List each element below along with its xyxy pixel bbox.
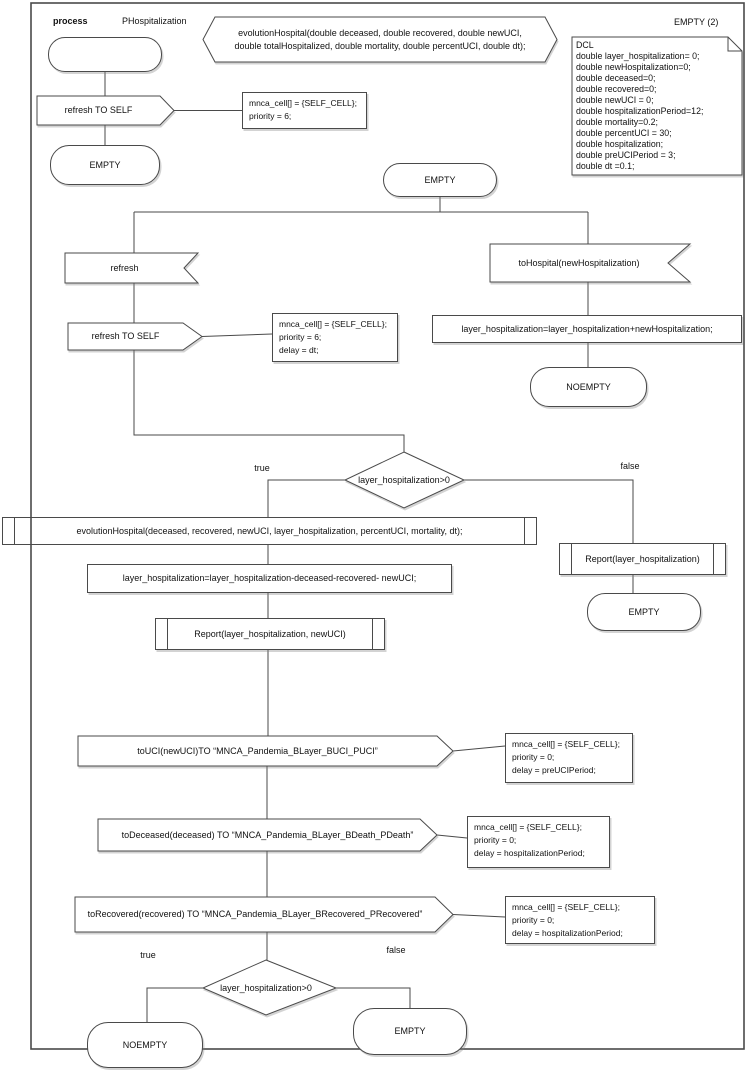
task-subtract-outputs: layer_hospitalization=layer_hospitalization-deceased-recovered- newUCI;	[87, 564, 452, 593]
comment-line: mnca_cell[] = {SELF_CELL};	[512, 902, 620, 912]
comment-box-2	[272, 313, 398, 362]
output-to-deceased-label: toDeceased(deceased) TO “MNCA_Pandemia_BLayer_BDeath_PDeath”	[121, 829, 414, 840]
comment-line: delay = hospitalizationPeriod;	[474, 848, 585, 858]
dcl-line: double percentUCI = 30;	[576, 128, 672, 138]
comment-line: delay = dt;	[279, 345, 319, 355]
state-empty-main: EMPTY	[383, 163, 497, 197]
decision-2-text: layer_hospitalization>0	[220, 982, 312, 993]
procedure-report-false: Report(layer_hospitalization)	[559, 543, 726, 575]
comment-box-3	[505, 733, 633, 783]
comment-line: mnca_cell[] = {SELF_CELL};	[474, 822, 582, 832]
dcl-line: double deceased=0;	[576, 73, 656, 83]
comment-box-5	[505, 896, 655, 944]
output-to-uci-label: toUCI(newUCI)TO “MNCA_Pandemia_BLayer_BUCI_PUCI”	[137, 745, 378, 756]
state-empty-false: EMPTY	[587, 593, 701, 631]
comment-line: mnca_cell[] = {SELF_CELL};	[512, 739, 620, 749]
comment-line: mnca_cell[] = {SELF_CELL};	[249, 98, 357, 108]
state-noempty-bottom: NOEMPTY	[87, 1022, 203, 1068]
decision-1-false-label: false	[620, 461, 640, 471]
connector-lines	[105, 72, 633, 1022]
output-refresh-to-self-1-label: refresh TO SELF	[64, 105, 133, 115]
state-noempty-right: NOEMPTY	[530, 367, 647, 407]
comment-line: delay = preUCIPeriod;	[512, 765, 596, 775]
dcl-line: double recovered=0;	[576, 84, 657, 94]
dcl-line: double newUCI = 0;	[576, 95, 654, 105]
output-refresh-to-self-2-label: refresh TO SELF	[91, 331, 160, 341]
decision-1-text: layer_hospitalization>0	[358, 474, 450, 485]
comment-line: priority = 0;	[512, 752, 555, 762]
comment-line: priority = 6;	[249, 111, 292, 121]
comment-line: mnca_cell[] = {SELF_CELL};	[279, 319, 387, 329]
decision-1-true-label: true	[254, 463, 270, 473]
comment-box-4	[467, 816, 610, 868]
decision-2-true-label: true	[140, 950, 156, 960]
comment-box-1	[242, 92, 367, 129]
procedure-declaration-line1: evolutionHospital(double deceased, double recovered, double newUCI,	[238, 27, 522, 38]
procedure-declaration-text	[210, 19, 550, 61]
comment-line: priority = 6;	[279, 332, 322, 342]
procedure-declaration-line2: double totalHospitalized, double mortality, double percentUCI, double dt);	[234, 41, 526, 51]
dcl-note-text	[576, 40, 738, 172]
dcl-line: DCL	[576, 40, 594, 50]
start-state	[48, 37, 162, 72]
state-empty-left: EMPTY	[50, 145, 160, 185]
dcl-line: double preUCIPeriod = 3;	[576, 150, 676, 160]
comment-line: priority = 0;	[512, 915, 555, 925]
dcl-line: double hospitalizationPeriod=12;	[576, 106, 704, 116]
task-add-hospitalization: layer_hospitalization=layer_hospitalization+newHospitalization;	[432, 315, 742, 343]
input-refresh-label: refresh	[110, 262, 139, 273]
dcl-line: double layer_hospitalization= 0;	[576, 51, 700, 61]
process-kind-label: process	[53, 16, 88, 26]
output-to-recovered-label: toRecovered(recovered) TO “MNCA_Pandemia_BLayer_BRecovered_PRecovered”	[87, 909, 423, 919]
input-to-hospital-label: toHospital(newHospitalization)	[518, 257, 640, 268]
procedure-evolution-hospital-call: evolutionHospital(deceased, recovered, newUCI, layer_hospitalization, percentUCI, mortality, dt);	[2, 517, 537, 545]
decision-2-false-label: false	[386, 945, 406, 955]
state-empty-bottom: EMPTY	[353, 1008, 467, 1055]
comment-line: priority = 0;	[474, 835, 517, 845]
dcl-line: double dt =0.1;	[576, 161, 635, 171]
comment-line: delay = hospitalizationPeriod;	[512, 928, 623, 938]
dcl-line: double hospitalization;	[576, 139, 664, 149]
procedure-report-true: Report(layer_hospitalization, newUCI)	[155, 618, 385, 650]
dcl-line: double newHospitalization=0;	[576, 62, 691, 72]
process-name: PHospitalization	[122, 16, 187, 26]
page-label: EMPTY (2)	[674, 17, 719, 27]
dcl-line: double mortality=0.2;	[576, 117, 658, 127]
